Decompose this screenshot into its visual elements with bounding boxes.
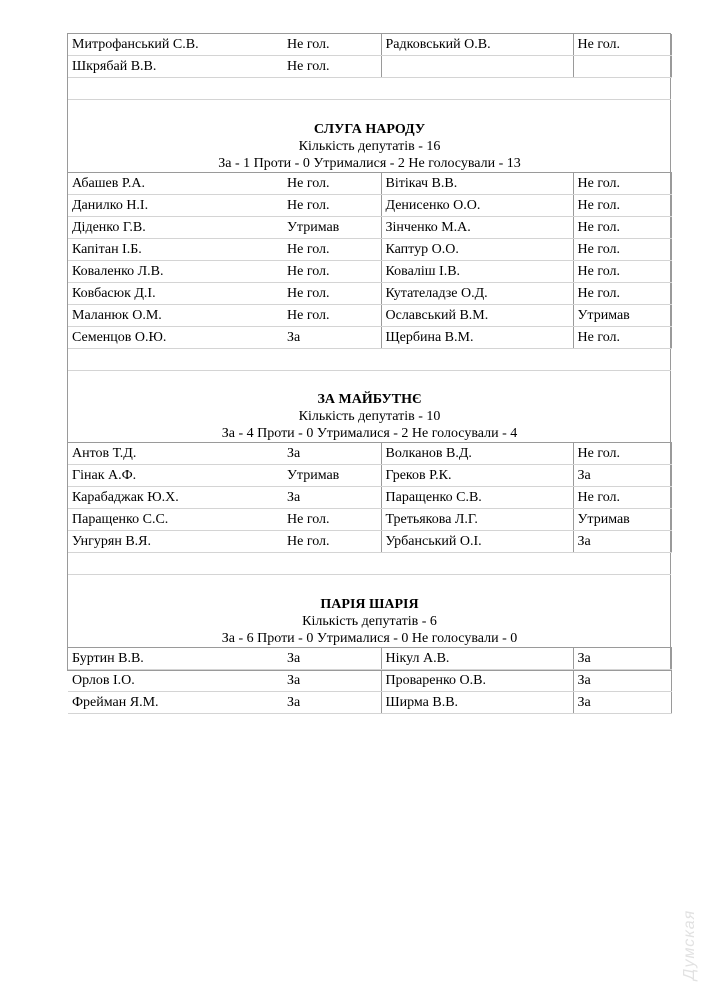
deputy-row xyxy=(68,216,671,238)
spacer-cell xyxy=(68,100,671,121)
deputy-vote: Не гол. xyxy=(283,304,381,326)
deputy-row xyxy=(68,509,671,531)
deputy-vote: За xyxy=(573,647,671,669)
deputy-name: Семенцов О.Ю. xyxy=(68,326,283,348)
faction-vote-tally: За - 1 Проти - 0 Утрималися - 2 Не голосували - 13 xyxy=(218,155,521,171)
deputy-vote: Не гол. xyxy=(283,238,381,260)
deputy-row xyxy=(68,260,671,282)
faction-name: ЗА МАЙБУТНЄ xyxy=(317,392,422,407)
vote-results-sheet xyxy=(67,33,671,710)
deputy-vote: Утримав xyxy=(283,465,381,487)
deputy-name: Фрейман Я.М. xyxy=(68,691,283,713)
spacer-row xyxy=(68,370,671,391)
deputy-vote: Не гол. xyxy=(573,216,671,238)
deputy-name: Паращенко С.В. xyxy=(381,487,573,509)
deputy-vote: Не гол. xyxy=(283,56,381,78)
deputy-vote: За xyxy=(283,443,381,465)
deputy-name: Зінченко М.А. xyxy=(381,216,573,238)
deputy-name: Орлов І.О. xyxy=(68,669,283,691)
deputy-name: Карабаджак Ю.Х. xyxy=(68,487,283,509)
faction-header xyxy=(68,391,671,443)
deputy-vote: Не гол. xyxy=(573,282,671,304)
faction-deputy-count: Кількість депутатів - 6 xyxy=(302,613,437,629)
spacer-cell xyxy=(68,713,671,735)
spacer-cell xyxy=(68,370,671,391)
deputy-vote: Не гол. xyxy=(283,34,381,56)
deputy-name: Денисенко О.О. xyxy=(381,194,573,216)
vote-results-body xyxy=(68,34,671,735)
deputy-vote: За xyxy=(573,669,671,691)
deputy-vote: Утримав xyxy=(573,509,671,531)
deputy-vote: Не гол. xyxy=(283,194,381,216)
deputy-vote: За xyxy=(283,487,381,509)
deputy-name: Каптур О.О. xyxy=(381,238,573,260)
deputy-name: Вітікач В.В. xyxy=(381,172,573,194)
deputy-name: Абашев Р.А. xyxy=(68,172,283,194)
faction-deputy-count: Кількість депутатів - 10 xyxy=(298,409,441,424)
deputy-row xyxy=(68,531,671,553)
deputy-name: Щербина В.М. xyxy=(381,326,573,348)
deputy-vote xyxy=(573,56,671,78)
deputy-vote: Утримав xyxy=(283,216,381,238)
deputy-name: Ковбасюк Д.І. xyxy=(68,282,283,304)
faction-name: ПАРІЯ ШАРІЯ xyxy=(320,596,419,612)
deputy-row xyxy=(68,487,671,509)
deputy-vote: За xyxy=(283,691,381,713)
deputy-name: Діденко Г.В. xyxy=(68,216,283,238)
deputy-row xyxy=(68,691,671,713)
deputy-vote: Не гол. xyxy=(573,487,671,509)
deputy-name: Капітан І.Б. xyxy=(68,238,283,260)
faction-header-row xyxy=(68,121,671,173)
deputy-vote: Не гол. xyxy=(573,34,671,56)
deputy-name: Ширма В.В. xyxy=(381,691,573,713)
deputy-vote: Утримав xyxy=(573,304,671,326)
deputy-name: Маланюк О.М. xyxy=(68,304,283,326)
deputy-row xyxy=(68,443,671,465)
deputy-row xyxy=(68,282,671,304)
deputy-name: Гінак А.Ф. xyxy=(68,465,283,487)
spacer-row xyxy=(68,100,671,121)
deputy-vote: Не гол. xyxy=(573,238,671,260)
spacer-row xyxy=(68,713,671,735)
deputy-name: Кутателадзе О.Д. xyxy=(381,282,573,304)
deputy-name: Радковський О.В. xyxy=(381,34,573,56)
deputy-row xyxy=(68,172,671,194)
spacer-cell xyxy=(68,348,671,370)
deputy-row xyxy=(68,238,671,260)
deputy-name: Нікул А.В. xyxy=(381,647,573,669)
deputy-name: Унгурян В.Я. xyxy=(68,531,283,553)
deputy-name: Греков Р.К. xyxy=(381,465,573,487)
watermark-logo: Думская xyxy=(681,909,698,980)
deputy-name: Проваренко О.В. xyxy=(381,669,573,691)
deputy-vote: За xyxy=(283,326,381,348)
deputy-vote: Не гол. xyxy=(283,531,381,553)
deputy-name: Коваліш І.В. xyxy=(381,260,573,282)
spacer-cell xyxy=(68,575,671,596)
deputy-row xyxy=(68,34,671,56)
deputy-row xyxy=(68,56,671,78)
deputy-name: Волканов В.Д. xyxy=(381,443,573,465)
deputy-name: Третьякова Л.Г. xyxy=(381,509,573,531)
faction-header xyxy=(68,596,671,648)
deputy-vote: Не гол. xyxy=(573,326,671,348)
deputy-vote: Не гол. xyxy=(283,282,381,304)
spacer-cell xyxy=(68,78,671,100)
deputy-name: Коваленко Л.В. xyxy=(68,260,283,282)
deputy-vote: Не гол. xyxy=(573,194,671,216)
deputy-row xyxy=(68,304,671,326)
deputy-name xyxy=(381,56,573,78)
deputy-name: Ославський В.М. xyxy=(381,304,573,326)
faction-vote-tally: За - 6 Проти - 0 Утрималися - 0 Не голосували - 0 xyxy=(221,630,518,646)
deputy-row xyxy=(68,326,671,348)
vote-results-table xyxy=(68,34,672,735)
deputy-vote: За xyxy=(573,465,671,487)
spacer-row xyxy=(68,348,671,370)
deputy-row xyxy=(68,465,671,487)
faction-header xyxy=(68,121,671,173)
deputy-vote: За xyxy=(283,669,381,691)
deputy-vote: Не гол. xyxy=(573,172,671,194)
spacer-row xyxy=(68,553,671,575)
deputy-row xyxy=(68,647,671,669)
faction-header-row xyxy=(68,596,671,648)
deputy-vote: За xyxy=(573,531,671,553)
deputy-name: Данилко Н.І. xyxy=(68,194,283,216)
deputy-vote: За xyxy=(573,691,671,713)
deputy-vote: Не гол. xyxy=(283,260,381,282)
deputy-vote: Не гол. xyxy=(573,260,671,282)
spacer-row xyxy=(68,78,671,100)
deputy-vote: Не гол. xyxy=(283,172,381,194)
faction-name: СЛУГА НАРОДУ xyxy=(313,121,426,137)
deputy-row xyxy=(68,669,671,691)
deputy-name: Буртин В.В. xyxy=(68,647,283,669)
faction-header-row xyxy=(68,391,671,443)
deputy-vote: Не гол. xyxy=(283,509,381,531)
deputy-name: Митрофанський С.В. xyxy=(68,34,283,56)
deputy-name: Урбанський О.І. xyxy=(381,531,573,553)
spacer-row xyxy=(68,575,671,596)
deputy-vote: Не гол. xyxy=(573,443,671,465)
deputy-name: Паращенко С.С. xyxy=(68,509,283,531)
deputy-vote: За xyxy=(283,647,381,669)
spacer-cell xyxy=(68,553,671,575)
deputy-name: Шкрябай В.В. xyxy=(68,56,283,78)
deputy-name: Антов Т.Д. xyxy=(68,443,283,465)
faction-deputy-count: Кількість депутатів - 16 xyxy=(298,138,441,154)
deputy-row xyxy=(68,194,671,216)
faction-vote-tally: За - 4 Проти - 0 Утрималися - 2 Не голосували - 4 xyxy=(221,426,518,441)
